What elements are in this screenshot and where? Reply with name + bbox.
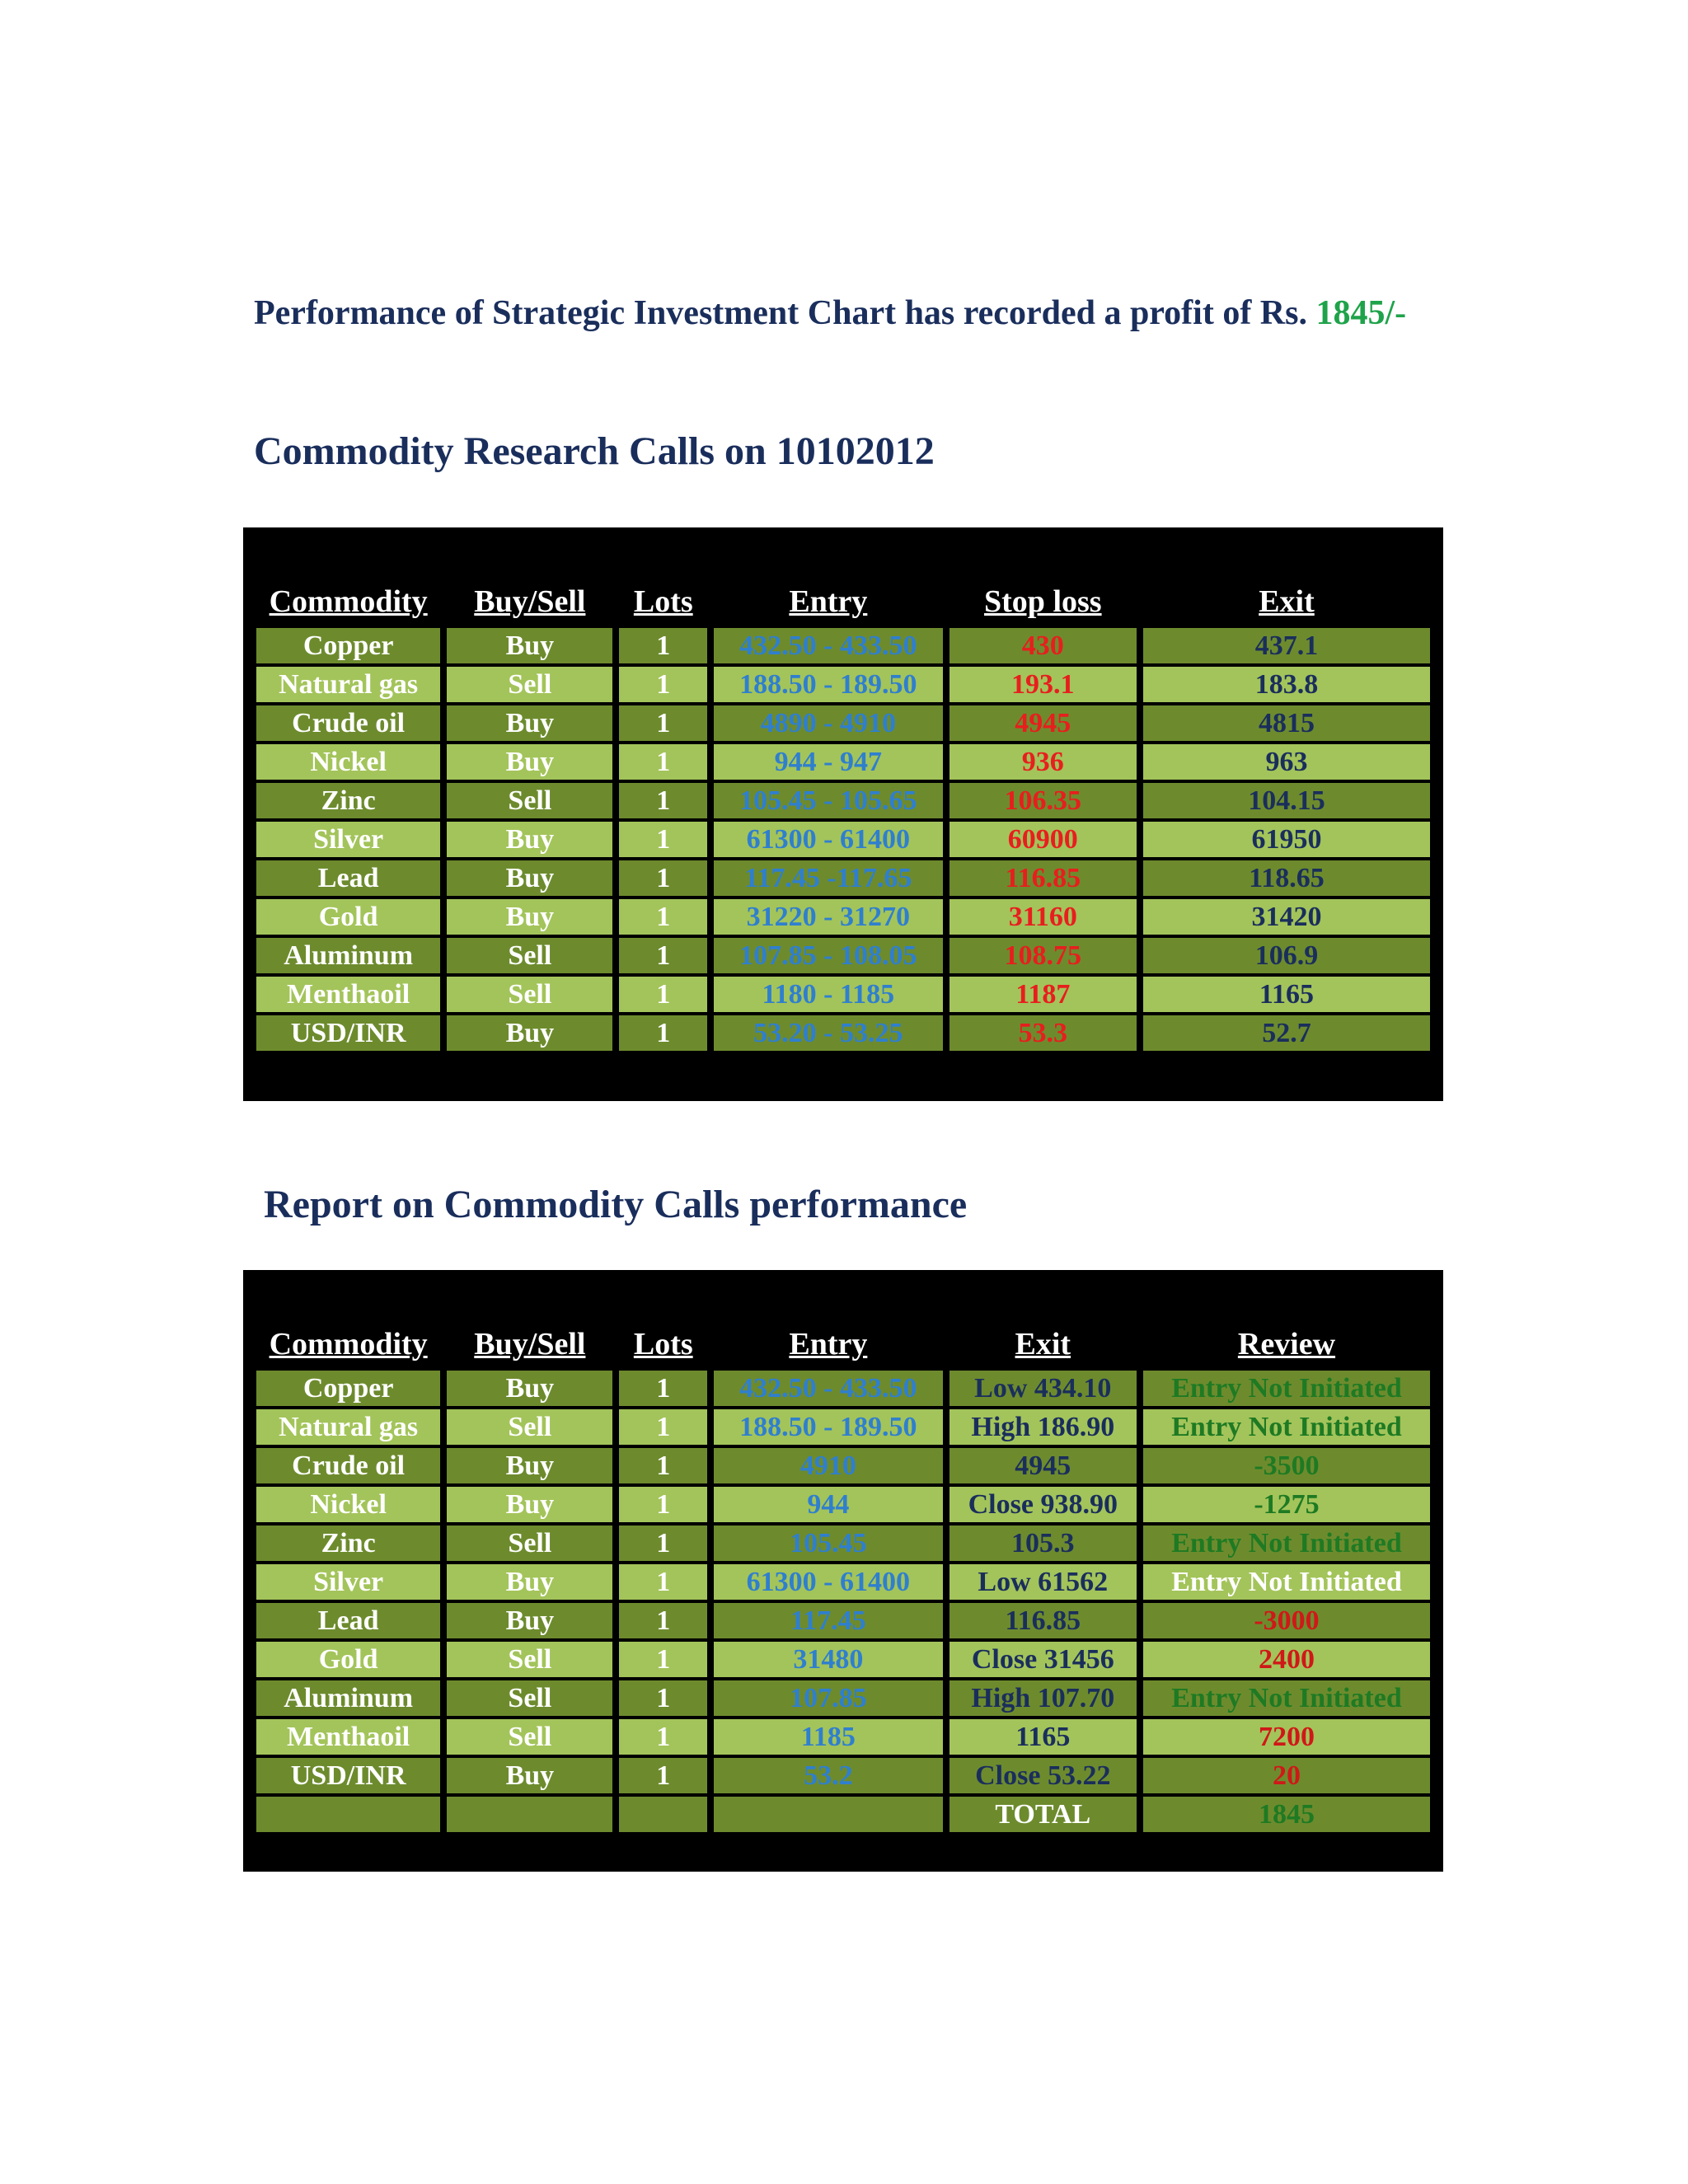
commodity-cell: Natural gas xyxy=(256,667,440,702)
review-cell: 2400 xyxy=(1143,1642,1430,1677)
stop-loss-cell: 53.3 xyxy=(950,1015,1137,1051)
empty-cell xyxy=(714,1797,943,1832)
calls-table-title: Commodity Research Calls on 10102012 xyxy=(254,429,935,473)
commodity-cell: Lead xyxy=(256,1603,440,1638)
buy-sell-cell: Buy xyxy=(447,860,612,896)
exit-cell: Close 938.90 xyxy=(950,1487,1137,1522)
buy-sell-cell: Sell xyxy=(447,667,612,702)
table-row xyxy=(256,860,1430,896)
entry-cell: 61300 - 61400 xyxy=(714,1564,943,1600)
lots-cell: 1 xyxy=(619,1680,707,1716)
commodity-cell: Aluminum xyxy=(256,938,440,973)
lots-cell: 1 xyxy=(619,1758,707,1793)
buy-sell-cell: Buy xyxy=(447,1564,612,1600)
entry-cell: 1185 xyxy=(714,1719,943,1755)
lots-cell: 1 xyxy=(619,1448,707,1483)
exit-cell: 4815 xyxy=(1143,705,1430,741)
entry-cell: 117.45 xyxy=(714,1603,943,1638)
lots-cell: 1 xyxy=(619,1564,707,1600)
entry-cell: 31480 xyxy=(714,1642,943,1677)
exit-cell: 963 xyxy=(1143,744,1430,780)
buy-sell-cell: Sell xyxy=(447,783,612,818)
entry-cell: 188.50 - 189.50 xyxy=(714,1409,943,1445)
review-cell: -1275 xyxy=(1143,1487,1430,1522)
exit-cell: High 186.90 xyxy=(950,1409,1137,1445)
entry-cell: 107.85 xyxy=(714,1680,943,1716)
total-value: 1845 xyxy=(1143,1797,1430,1832)
exit-cell: 118.65 xyxy=(1143,860,1430,896)
entry-cell: 53.20 - 53.25 xyxy=(714,1015,943,1051)
empty-cell xyxy=(447,1797,612,1832)
exit-cell: 31420 xyxy=(1143,899,1430,935)
lots-cell: 1 xyxy=(619,1642,707,1677)
buy-sell-cell: Buy xyxy=(447,899,612,935)
commodity-cell: Natural gas xyxy=(256,1409,440,1445)
commodity-cell: Nickel xyxy=(256,1487,440,1522)
commodity-cell: Gold xyxy=(256,899,440,935)
col-header-lots: Lots xyxy=(633,1327,693,1361)
review-cell: Entry Not Initiated xyxy=(1143,1680,1430,1716)
table-row xyxy=(256,822,1430,857)
table-row xyxy=(256,1487,1430,1522)
stop-loss-cell: 31160 xyxy=(950,899,1137,935)
lots-cell: 1 xyxy=(619,938,707,973)
lots-cell: 1 xyxy=(619,628,707,663)
buy-sell-cell: Sell xyxy=(447,1526,612,1561)
total-label: TOTAL xyxy=(950,1797,1137,1832)
table-row xyxy=(256,1526,1430,1561)
headline-profit-amount: 1845/- xyxy=(1315,294,1407,332)
entry-cell: 188.50 - 189.50 xyxy=(714,667,943,702)
lots-cell: 1 xyxy=(619,1409,707,1445)
empty-cell xyxy=(256,1797,440,1832)
report-table-header-row xyxy=(256,1326,1430,1367)
exit-cell: Close 53.22 xyxy=(950,1758,1137,1793)
lots-cell: 1 xyxy=(619,1015,707,1051)
exit-cell: 4945 xyxy=(950,1448,1137,1483)
buy-sell-cell: Sell xyxy=(447,1642,612,1677)
table-row xyxy=(256,705,1430,741)
stop-loss-cell: 4945 xyxy=(950,705,1137,741)
table-row xyxy=(256,744,1430,780)
entry-cell: 944 xyxy=(714,1487,943,1522)
exit-cell: 106.9 xyxy=(1143,938,1430,973)
entry-cell: 53.2 xyxy=(714,1758,943,1793)
lots-cell: 1 xyxy=(619,822,707,857)
lots-cell: 1 xyxy=(619,977,707,1012)
entry-cell: 432.50 - 433.50 xyxy=(714,1371,943,1406)
commodity-cell: USD/INR xyxy=(256,1015,440,1051)
table-row xyxy=(256,628,1430,663)
review-cell: Entry Not Initiated xyxy=(1143,1371,1430,1406)
buy-sell-cell: Sell xyxy=(447,1409,612,1445)
commodity-cell: Aluminum xyxy=(256,1680,440,1716)
commodity-cell: Zinc xyxy=(256,783,440,818)
col-header-review: Review xyxy=(1237,1327,1336,1361)
table-row xyxy=(256,1015,1430,1051)
commodity-cell: Crude oil xyxy=(256,1448,440,1483)
lots-cell: 1 xyxy=(619,705,707,741)
table-row xyxy=(256,1719,1430,1755)
exit-cell: 1165 xyxy=(1143,977,1430,1012)
lots-cell: 1 xyxy=(619,783,707,818)
review-cell: -3000 xyxy=(1143,1603,1430,1638)
entry-cell: 61300 - 61400 xyxy=(714,822,943,857)
col-header-exit: Exit xyxy=(1015,1327,1071,1361)
calls-table xyxy=(250,580,1437,1054)
lots-cell: 1 xyxy=(619,1719,707,1755)
table-row xyxy=(256,1448,1430,1483)
buy-sell-cell: Sell xyxy=(447,938,612,973)
table-row xyxy=(256,1680,1430,1716)
buy-sell-cell: Buy xyxy=(447,822,612,857)
entry-cell: 432.50 - 433.50 xyxy=(714,628,943,663)
table-row xyxy=(256,1409,1430,1445)
exit-cell: 116.85 xyxy=(950,1603,1137,1638)
table-row xyxy=(256,1603,1430,1638)
exit-cell: 61950 xyxy=(1143,822,1430,857)
table-row xyxy=(256,938,1430,973)
stop-loss-cell: 430 xyxy=(950,628,1137,663)
col-header-commodity: Commodity xyxy=(269,584,428,619)
table-row xyxy=(256,1371,1430,1406)
buy-sell-cell: Buy xyxy=(447,744,612,780)
lots-cell: 1 xyxy=(619,1487,707,1522)
empty-cell xyxy=(619,1797,707,1832)
commodity-cell: Silver xyxy=(256,1564,440,1600)
entry-cell: 4890 - 4910 xyxy=(714,705,943,741)
calls-table-container xyxy=(243,527,1443,1101)
buy-sell-cell: Sell xyxy=(447,977,612,1012)
exit-cell: 1165 xyxy=(950,1719,1137,1755)
lots-cell: 1 xyxy=(619,1603,707,1638)
lots-cell: 1 xyxy=(619,744,707,780)
commodity-cell: Gold xyxy=(256,1642,440,1677)
commodity-cell: Menthaoil xyxy=(256,977,440,1012)
headline-text: Performance of Strategic Investment Chart has recorded a profit of Rs. xyxy=(254,294,1316,332)
table-row xyxy=(256,1564,1430,1600)
commodity-cell: Copper xyxy=(256,1371,440,1406)
col-header-exit: Exit xyxy=(1259,584,1315,619)
commodity-cell: USD/INR xyxy=(256,1758,440,1793)
report-table-title: Report on Commodity Calls performance xyxy=(264,1183,968,1226)
col-header-buy-sell: Buy/Sell xyxy=(474,584,586,619)
buy-sell-cell: Sell xyxy=(447,1719,612,1755)
col-header-entry: Entry xyxy=(789,584,868,619)
col-header-stop-loss: Stop loss xyxy=(984,584,1102,619)
stop-loss-cell: 106.35 xyxy=(950,783,1137,818)
stop-loss-cell: 116.85 xyxy=(950,860,1137,896)
lots-cell: 1 xyxy=(619,1526,707,1561)
entry-cell: 105.45 xyxy=(714,1526,943,1561)
buy-sell-cell: Sell xyxy=(447,1680,612,1716)
buy-sell-cell: Buy xyxy=(447,1448,612,1483)
lots-cell: 1 xyxy=(619,860,707,896)
review-cell: 7200 xyxy=(1143,1719,1430,1755)
exit-cell: Low 434.10 xyxy=(950,1371,1137,1406)
exit-cell: 104.15 xyxy=(1143,783,1430,818)
total-row xyxy=(256,1797,1430,1832)
table-row xyxy=(256,1642,1430,1677)
buy-sell-cell: Buy xyxy=(447,1487,612,1522)
stop-loss-cell: 60900 xyxy=(950,822,1137,857)
review-cell: Entry Not Initiated xyxy=(1143,1526,1430,1561)
exit-cell: 437.1 xyxy=(1143,628,1430,663)
report-table xyxy=(250,1323,1437,1835)
entry-cell: 31220 - 31270 xyxy=(714,899,943,935)
buy-sell-cell: Buy xyxy=(447,1371,612,1406)
exit-cell: Low 61562 xyxy=(950,1564,1137,1600)
stop-loss-cell: 108.75 xyxy=(950,938,1137,973)
lots-cell: 1 xyxy=(619,1371,707,1406)
table-row xyxy=(256,977,1430,1012)
commodity-cell: Menthaoil xyxy=(256,1719,440,1755)
commodity-cell: Silver xyxy=(256,822,440,857)
commodity-cell: Crude oil xyxy=(256,705,440,741)
calls-table-header-row xyxy=(256,583,1430,625)
buy-sell-cell: Buy xyxy=(447,1015,612,1051)
entry-cell: 4910 xyxy=(714,1448,943,1483)
exit-cell: High 107.70 xyxy=(950,1680,1137,1716)
lots-cell: 1 xyxy=(619,667,707,702)
commodity-cell: Nickel xyxy=(256,744,440,780)
table-row xyxy=(256,899,1430,935)
review-cell: -3500 xyxy=(1143,1448,1430,1483)
commodity-cell: Lead xyxy=(256,860,440,896)
col-header-buy-sell: Buy/Sell xyxy=(474,1327,586,1361)
col-header-lots: Lots xyxy=(633,584,693,619)
lots-cell: 1 xyxy=(619,899,707,935)
table-row xyxy=(256,1758,1430,1793)
stop-loss-cell: 1187 xyxy=(950,977,1137,1012)
entry-cell: 944 - 947 xyxy=(714,744,943,780)
stop-loss-cell: 936 xyxy=(950,744,1137,780)
entry-cell: 1180 - 1185 xyxy=(714,977,943,1012)
exit-cell: 105.3 xyxy=(950,1526,1137,1561)
exit-cell: 183.8 xyxy=(1143,667,1430,702)
review-cell: 20 xyxy=(1143,1758,1430,1793)
entry-cell: 107.85 - 108.05 xyxy=(714,938,943,973)
table-row xyxy=(256,783,1430,818)
commodity-cell: Copper xyxy=(256,628,440,663)
col-header-entry: Entry xyxy=(789,1327,868,1361)
entry-cell: 105.45 - 105.65 xyxy=(714,783,943,818)
commodity-cell: Zinc xyxy=(256,1526,440,1561)
exit-cell: 52.7 xyxy=(1143,1015,1430,1051)
entry-cell: 117.45 -117.65 xyxy=(714,860,943,896)
buy-sell-cell: Buy xyxy=(447,1603,612,1638)
profit-headline xyxy=(254,293,1406,333)
table-row xyxy=(256,667,1430,702)
report-table-container xyxy=(243,1270,1443,1872)
review-cell: Entry Not Initiated xyxy=(1143,1409,1430,1445)
review-cell: Entry Not Initiated xyxy=(1143,1564,1430,1600)
buy-sell-cell: Buy xyxy=(447,1758,612,1793)
exit-cell: Close 31456 xyxy=(950,1642,1137,1677)
buy-sell-cell: Buy xyxy=(447,628,612,663)
buy-sell-cell: Buy xyxy=(447,705,612,741)
col-header-commodity: Commodity xyxy=(269,1327,428,1361)
stop-loss-cell: 193.1 xyxy=(950,667,1137,702)
